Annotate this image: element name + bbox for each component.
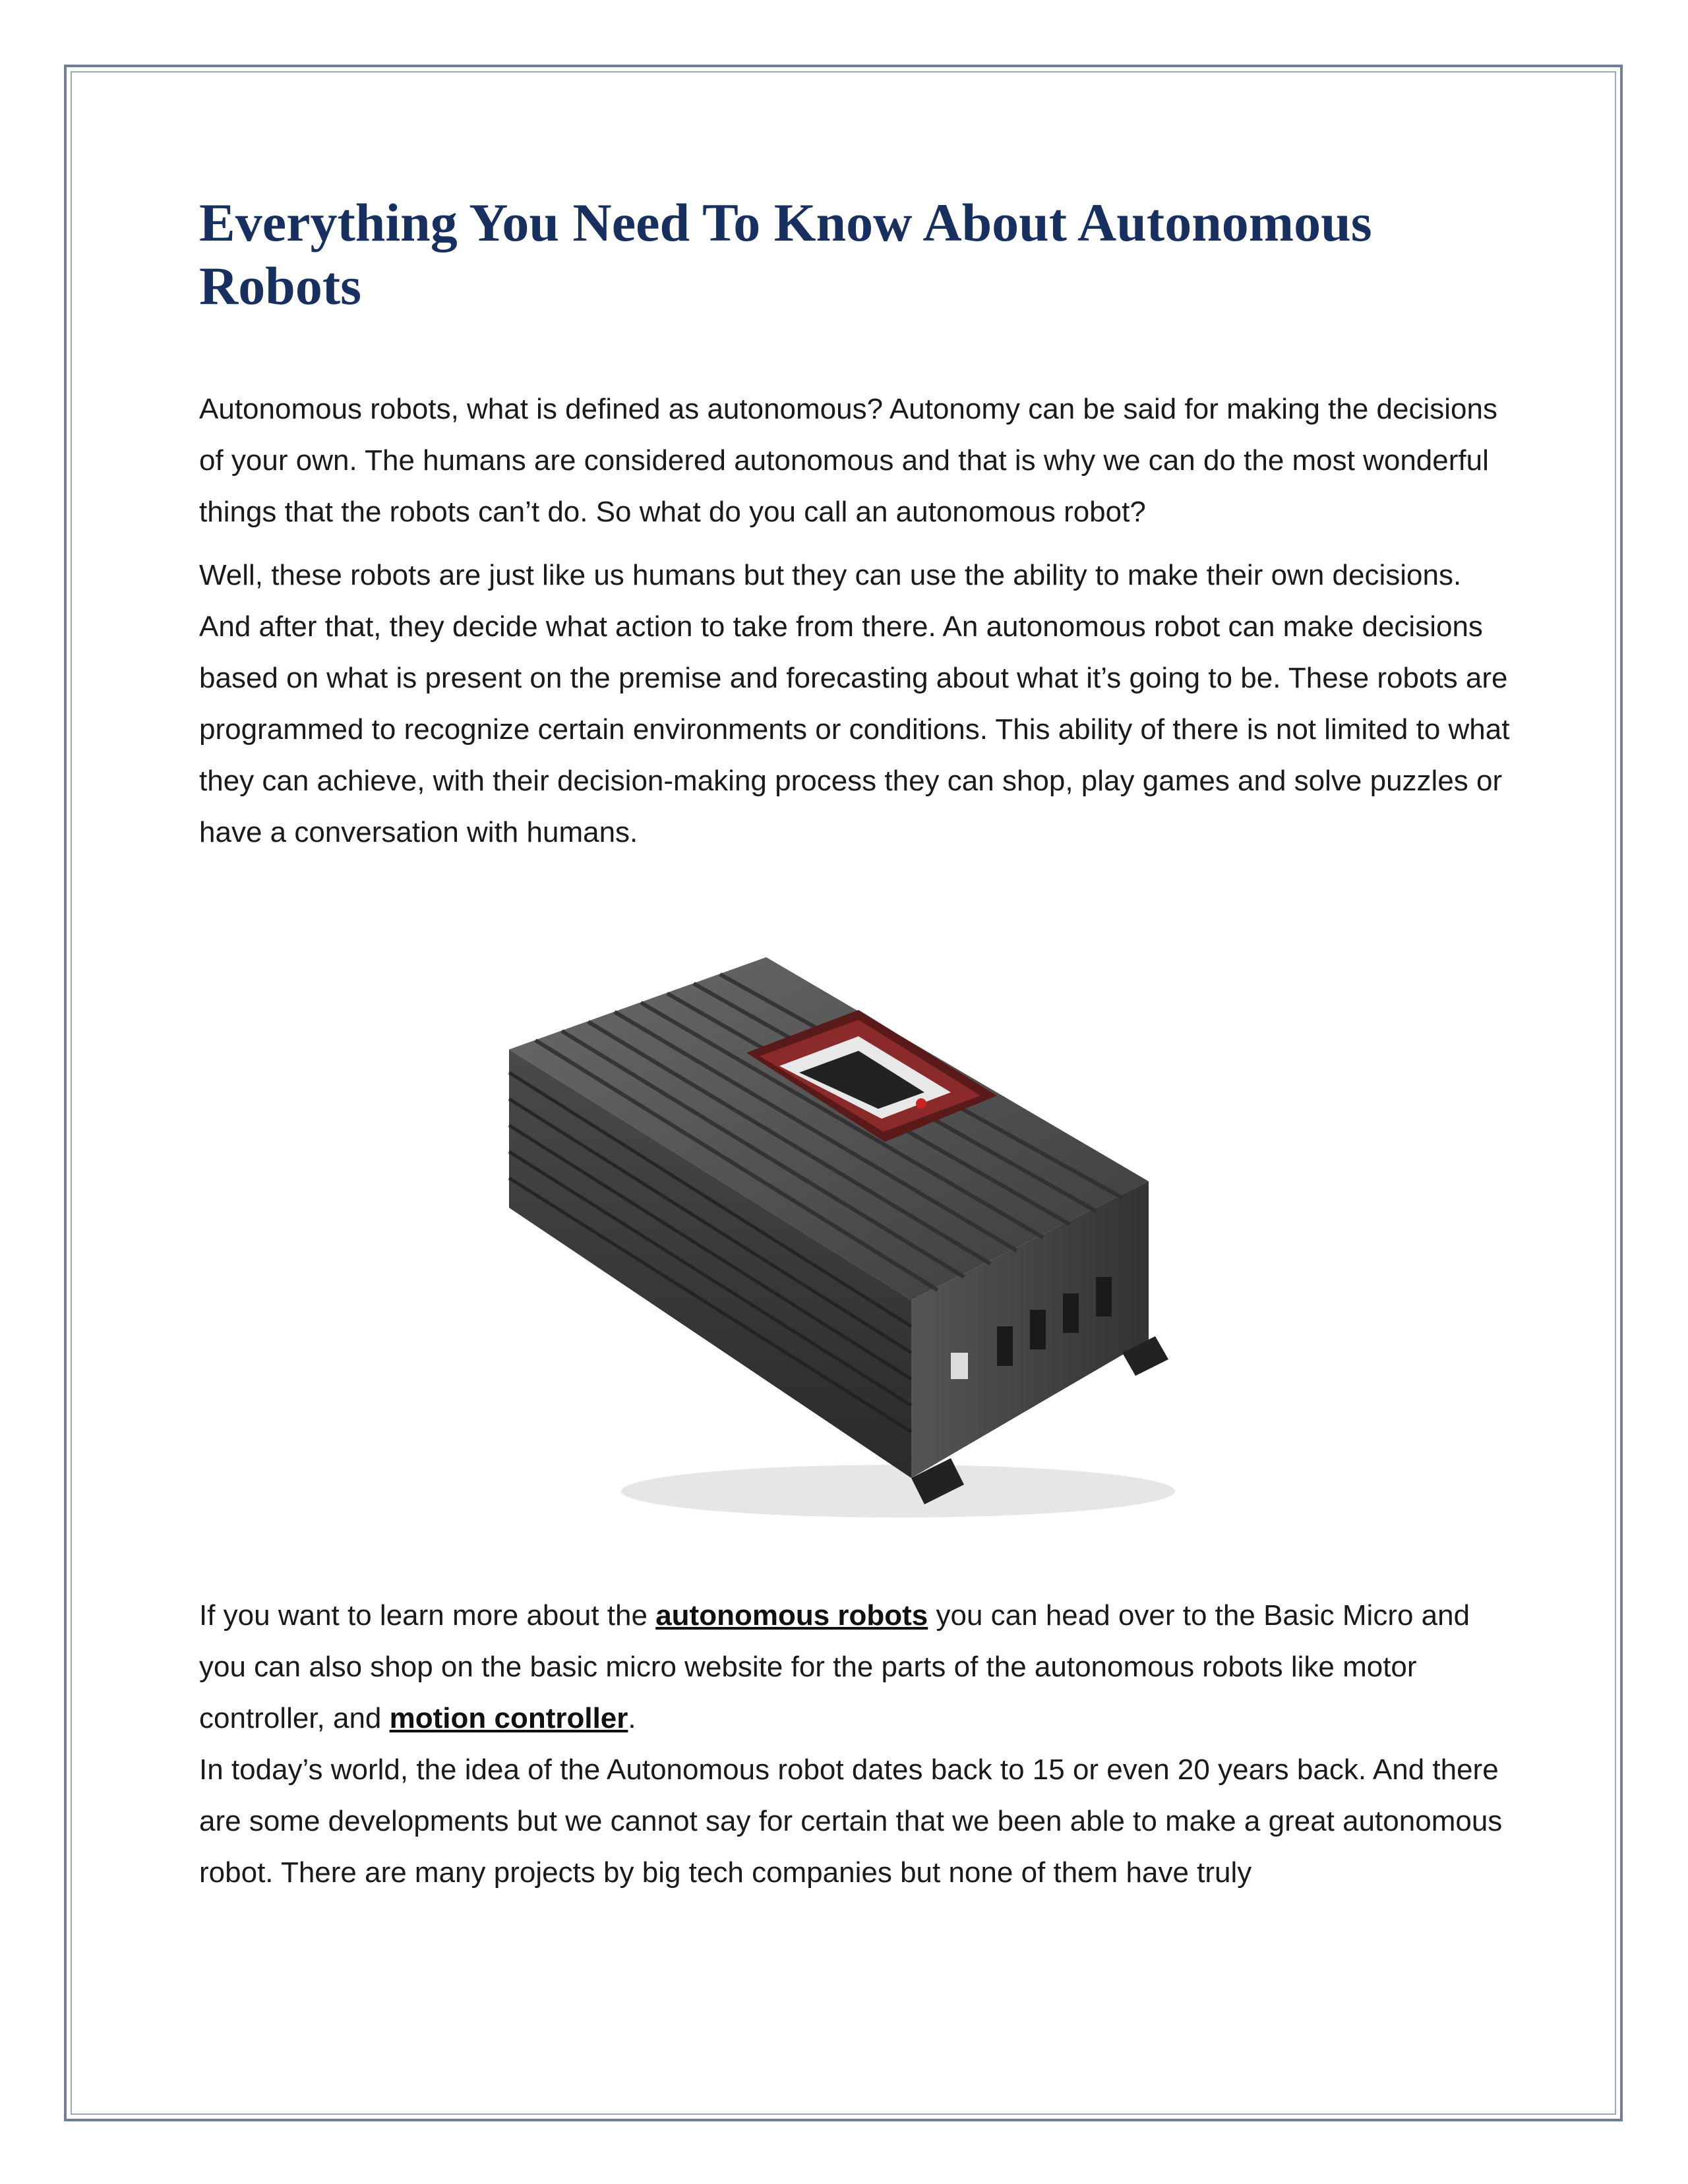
motor-controller-image [489,931,1228,1537]
autonomous-robots-link[interactable]: autonomous robots [655,1599,928,1632]
text-after-link-1: you can head over to the Basic Micro and you can also shop on the basic micro website for the parts of the autonomous robots like motor controller, and [199,1599,1470,1734]
paragraph-intro: Autonomous robots, what is defined as autonomous? Autonomy can be said for making the decisions of your own. The humans are considered autonomous and that is why we can do the most wonderful things that the robots can’t do. So what do you call an autonomous robot? [199,393,1497,528]
text-after-link-2: . [628,1702,636,1734]
article-title: Everything You Need To Know About Autonomous Robots [199,192,1372,316]
article-content [199,191,1518,1899]
text-before-link-1: If you want to learn more about the [199,1599,656,1632]
paragraph-history: In today’s world, the idea of the Autonomous robot dates back to 15 or even 20 years back. And there are some developments but we cannot say for certain that we been able to make a great autonomous robot. There are many projects by big tech companies but none of them have truly [199,1754,1503,1889]
paragraph-definition: Well, these robots are just like us humans but they can use the ability to make their own decisions. And after that, they decide what action to take from there. An autonomous robot can make decisions based on what is present on the premise and forecasting about what it’s going to be. These robots are programmed to recognize certain environments or conditions. This ability of there is not limited to what they can achieve, with their decision-making process they can shop, play games and solve puzzles or have a conversation with humans. [199,559,1510,848]
paragraph-learn-more [199,1590,1518,1744]
motion-controller-link[interactable]: motion controller [389,1702,628,1734]
